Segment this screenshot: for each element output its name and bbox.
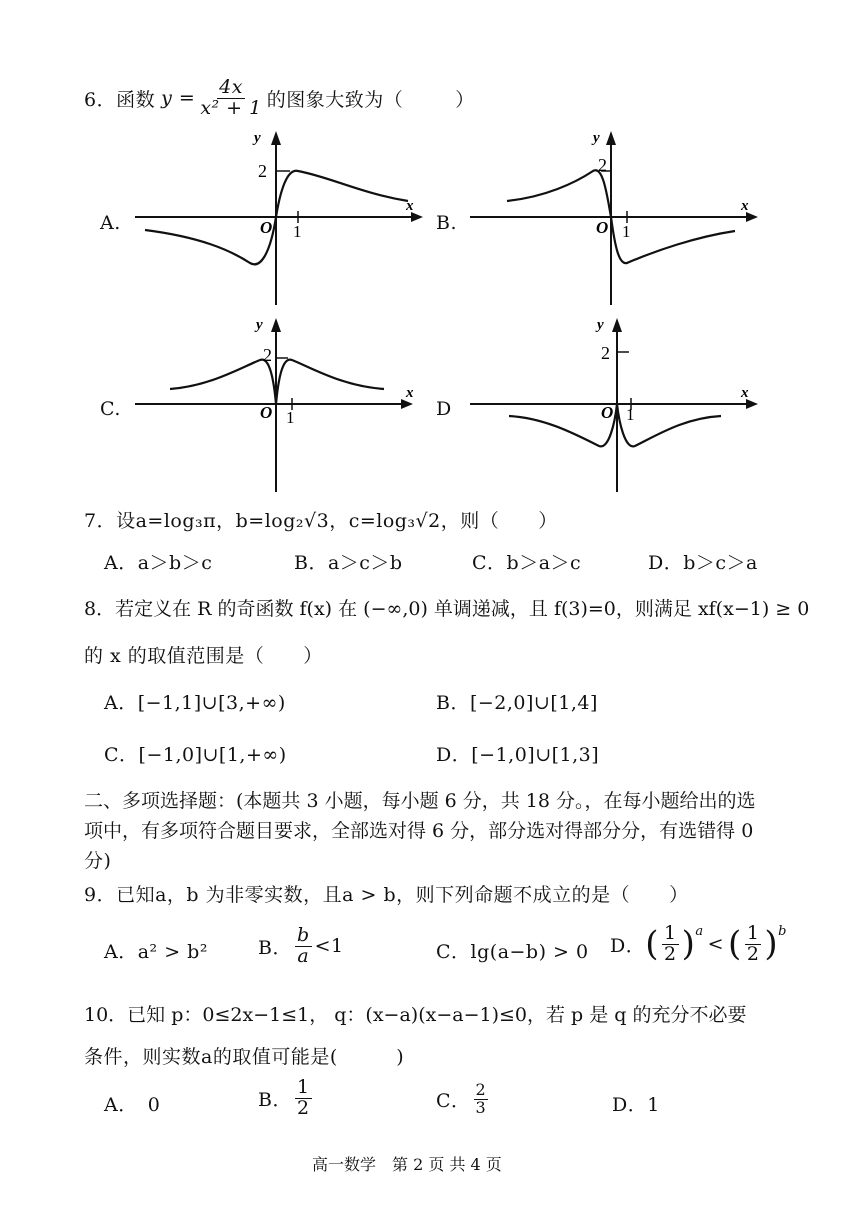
q6-post: 的图象大致为（ <box>266 88 404 111</box>
q10-option-b-label: B． <box>258 1088 292 1111</box>
graph-a-label: A. <box>100 212 121 234</box>
q7-option-b: B．a＞c＞b <box>294 552 403 574</box>
graph-d-origin: O <box>601 403 614 422</box>
graph-d-y-label: y <box>597 317 604 333</box>
graph-c-tick-1: 1 <box>286 408 295 427</box>
q10-option-c <box>436 1082 491 1117</box>
graph-c-origin: O <box>260 403 273 422</box>
graph-b-origin: O <box>596 218 609 237</box>
graph-a-y-label: y <box>254 130 261 146</box>
q8-option-b: B．[−2,0]∪[1,4] <box>436 692 598 714</box>
q9-option-b <box>258 926 344 967</box>
section2-line1: 二、多项选择题：(本题共 3 小题，每小题 6 分，共 18 分。，在每小题给出的选 <box>84 790 756 812</box>
graph-d <box>465 312 765 497</box>
graph-d-label: D <box>436 398 452 420</box>
q8-option-a: A．[−1,1]∪[3,+∞) <box>104 692 286 714</box>
graph-b-tick-1: 1 <box>622 222 631 241</box>
graph-b-label: B. <box>436 212 458 234</box>
q10-option-d: D．1 <box>612 1094 660 1116</box>
q6-y-eq: y = <box>161 87 196 110</box>
q8-option-c: C．[−1,0]∪[1,+∞) <box>104 744 287 766</box>
section2-line3: 分) <box>84 850 112 872</box>
graph-a-x-label: x <box>406 198 414 214</box>
q9-option-b-label: B． <box>258 936 292 959</box>
q9-option-d-fraction-b <box>745 924 762 965</box>
q9-option-c: C．lg(a−b) > 0 <box>436 941 589 963</box>
q9-option-d-fraction-a <box>662 924 679 965</box>
graph-c-label: C. <box>100 398 121 420</box>
q9-option-d: D． ( $\frac{1}{2}$ ) $^a$ < ( $\frac{1}{2}$ ) $^b$ <box>610 922 787 965</box>
q6-denominator: x² + 1 <box>200 96 262 119</box>
q7-option-d: D．b＞c＞a <box>648 552 758 574</box>
q9-option-d-exp-b: b <box>778 924 787 939</box>
q10-option-b-numerator: 1 <box>296 1076 310 1098</box>
q6-fraction <box>198 78 263 119</box>
q7-option-a: A．a＞b＞c <box>104 552 213 574</box>
graph-b-tick-2: 2 <box>598 155 607 175</box>
q10-option-b-denominator: 2 <box>296 1096 310 1119</box>
graph-b-y-label: y <box>593 130 600 146</box>
graph-b <box>465 125 765 310</box>
graph-a-tick-1: 1 <box>293 222 302 241</box>
graph-c-x-label: x <box>406 385 414 401</box>
q8-stem-line1: 8．若定义在 R 的奇函数 f(x) 在 (−∞,0) 单调递减，且 f(3)=0，则满足 xf(x−1) ≥ 0 <box>84 598 810 620</box>
q9-option-d-den-a: 2 <box>664 942 677 965</box>
graph-d-x-label: x <box>741 385 749 401</box>
q10-option-c-label: C． <box>436 1089 471 1112</box>
q10-stem-line1: 10．已知 p：0≤2x−1≤1， q：(x−a)(x−a−1)≤0，若 p 是 q 的充分不必要 <box>84 1004 747 1026</box>
q9-option-b-numerator: b <box>296 924 310 946</box>
section2-line2: 项中，有多项符合题目要求，全部选对得 6 分，部分选对得部分分，有选错得 0 <box>84 820 754 842</box>
graph-a-origin: O <box>260 218 273 237</box>
q9-option-d-label: D． <box>610 934 646 957</box>
q6-stem <box>84 78 475 119</box>
q6-number: 6． <box>84 88 117 111</box>
q6-pre: 函数 <box>116 88 156 111</box>
graph-d-tick-1: 1 <box>626 405 635 424</box>
graph-a-tick-2: 2 <box>258 161 267 181</box>
graph-c-y-label: y <box>256 317 263 333</box>
q9-option-d-num-a: 1 <box>664 922 677 944</box>
q10-option-b <box>258 1078 315 1119</box>
q6-numerator: 4x <box>219 76 243 98</box>
q10-option-c-fraction <box>474 1082 489 1117</box>
q10-option-c-denominator: 3 <box>475 1097 487 1117</box>
page-footer: 高一数学 第 2 页 共 4 页 <box>312 1155 502 1174</box>
q6-close: ） <box>455 88 475 111</box>
q7-option-c: C．b＞a＞c <box>472 552 582 574</box>
q7-stem: 7．设a=log₃π，b=log₂√3，c=log₃√2，则（ ） <box>84 510 558 532</box>
q9-option-b-fraction <box>295 926 312 967</box>
q10-option-c-numerator: 2 <box>475 1080 487 1099</box>
q9-option-d-num-b: 1 <box>746 922 760 944</box>
graph-a <box>130 125 430 310</box>
q10-option-a: A． 0 <box>104 1094 161 1116</box>
q8-option-d: D．[−1,0]∪[1,3] <box>436 744 600 766</box>
q8-stem-line2: 的 x 的取值范围是（ ） <box>84 645 323 667</box>
q9-option-d-exp-a: a <box>695 924 704 939</box>
q9-option-b-denominator: a <box>297 944 310 967</box>
graph-c <box>130 312 430 497</box>
q9-option-d-den-b: 2 <box>746 942 760 965</box>
q9-option-d-relation: < <box>707 933 725 956</box>
q9-option-b-relation: <1 <box>314 935 344 958</box>
graph-d-tick-2: 2 <box>601 343 610 363</box>
q9-stem: 9．已知a，b 为非零实数，且a > b，则下列命题不成立的是（ ） <box>84 884 689 906</box>
graph-b-x-label: x <box>741 198 749 214</box>
q10-option-b-fraction <box>295 1078 312 1119</box>
q10-stem-line2: 条件，则实数a的取值可能是( ) <box>84 1046 405 1068</box>
graph-c-tick-2: 2 <box>263 345 272 365</box>
q9-option-a: A．a² > b² <box>104 941 208 963</box>
